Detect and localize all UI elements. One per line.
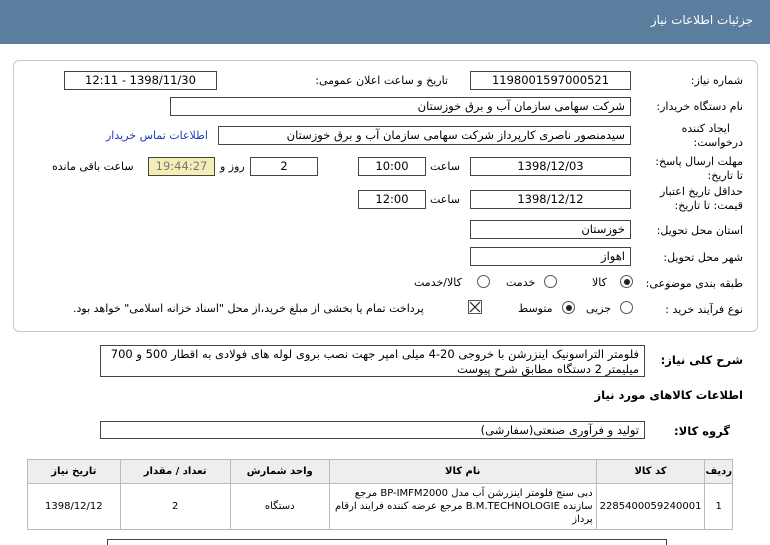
row-code: 2285400059240001 xyxy=(596,484,705,530)
col-unit: واحد شمارش xyxy=(230,460,329,484)
category-radio-service[interactable] xyxy=(544,275,557,288)
reply-deadline-label-1: مهلت ارسال پاسخ: xyxy=(655,155,743,168)
bottom-field xyxy=(107,539,667,545)
days-label: روز و xyxy=(220,160,245,173)
row-date: 1398/12/12 xyxy=(28,484,121,530)
announce-datetime-field: 1398/11/30 - 12:11 xyxy=(64,71,217,90)
creator-label-2: درخواست: xyxy=(693,136,743,149)
need-number-label: شماره نیاز: xyxy=(690,74,743,87)
row-index: 1 xyxy=(705,484,733,530)
validity-label-2: قیمت: تا تاریخ: xyxy=(674,199,743,212)
goods-section-title: اطلاعات کالاهای مورد نیاز xyxy=(594,388,743,402)
announce-label: تاریخ و ساعت اعلان عمومی: xyxy=(315,74,448,87)
table-row xyxy=(28,484,733,530)
row-name: دبی سنج فلومتر اینزرشن آب مدل BP-IMFM2000 مرجع سازنده B.M.TECHNOLOGIE مرجع عرضه کننده فرایند ارقام پرداز xyxy=(329,484,596,530)
validity-time-field: 12:00 xyxy=(358,190,426,209)
goods-table-header xyxy=(28,460,733,484)
buyer-label: نام دستگاه خریدار: xyxy=(656,100,743,113)
col-date: تاریخ نیاز xyxy=(28,460,121,484)
col-qty: تعداد / مقدار xyxy=(120,460,230,484)
category-option-service: خدمت xyxy=(506,276,536,289)
col-index: ردیف xyxy=(705,460,733,484)
remaining-time-field: 19:44:27 xyxy=(148,157,215,176)
creator-field: سیدمنصور ناصری کارپرداز شرکت سهامی سازمان آب و برق خوزستان xyxy=(218,126,631,145)
category-label: طبقه بندی موضوعی: xyxy=(645,277,743,290)
reply-time-field: 10:00 xyxy=(358,157,426,176)
reply-deadline-label-2: تا تاریخ: xyxy=(707,169,743,182)
summary-text: فلومتر التراسونیک اینزرشن با خروجی 20-4 میلی امپر جهت نصب بروی لوله های فولادی به اقطار 500 و 700 میلیمتر 2 دستگاه مطابق شرح پیوست xyxy=(100,345,645,377)
city-label: شهر محل تحویل: xyxy=(663,251,743,264)
validity-label-1: حداقل تاریخ اعتبار xyxy=(659,185,743,198)
page-header xyxy=(0,0,770,44)
process-option-medium: متوسط xyxy=(518,302,553,315)
province-label: استان محل تحویل: xyxy=(656,224,743,237)
goods-group-field: تولید و فرآوری صنعتی(سفارشی) xyxy=(100,421,645,439)
category-radio-goods[interactable] xyxy=(620,275,633,288)
validity-time-label: ساعت xyxy=(430,193,460,206)
need-number-field: 1198001597000521 xyxy=(470,71,631,90)
goods-table xyxy=(27,459,733,530)
creator-label-1: ایجاد کننده xyxy=(681,122,730,135)
city-field: اهواز xyxy=(470,247,631,266)
days-remaining-field: 2 xyxy=(250,157,318,176)
col-name: نام کالا xyxy=(329,460,596,484)
summary-label: شرح کلی نیاز: xyxy=(660,353,743,367)
process-radio-minor[interactable] xyxy=(620,301,633,314)
row-unit: دستگاه xyxy=(230,484,329,530)
col-code: کد کالا xyxy=(596,460,705,484)
category-radio-goods-service[interactable] xyxy=(477,275,490,288)
cross-icon xyxy=(469,301,481,313)
goods-group-label: گروه کالا: xyxy=(674,424,730,438)
validity-date-field: 1398/12/12 xyxy=(470,190,631,209)
reply-time-label: ساعت xyxy=(430,160,460,173)
page-title: جزئیات اطلاعات نیاز xyxy=(650,13,753,27)
reply-date-field: 1398/12/03 xyxy=(470,157,631,176)
province-field: خوزستان xyxy=(470,220,631,239)
category-option-goods-service: کالا/خدمت xyxy=(414,276,462,289)
process-option-minor: جزیی xyxy=(586,302,612,315)
treasury-payment-note: پرداخت تمام یا بخشی از مبلغ خرید،از محل "اسناد خزانه اسلامی" خواهد بود. xyxy=(73,302,424,315)
category-option-goods: کالا xyxy=(592,276,607,289)
process-radio-medium[interactable] xyxy=(562,301,575,314)
buyer-field: شرکت سهامی سازمان آب و برق خوزستان xyxy=(170,97,631,116)
buyer-contact-link[interactable]: اطلاعات تماس خریدار xyxy=(106,129,208,142)
treasury-checkbox[interactable] xyxy=(468,300,482,314)
process-label: نوع فرآیند خرید : xyxy=(665,303,743,316)
remaining-time-label: ساعت باقی مانده xyxy=(52,160,134,173)
row-qty: 2 xyxy=(120,484,230,530)
